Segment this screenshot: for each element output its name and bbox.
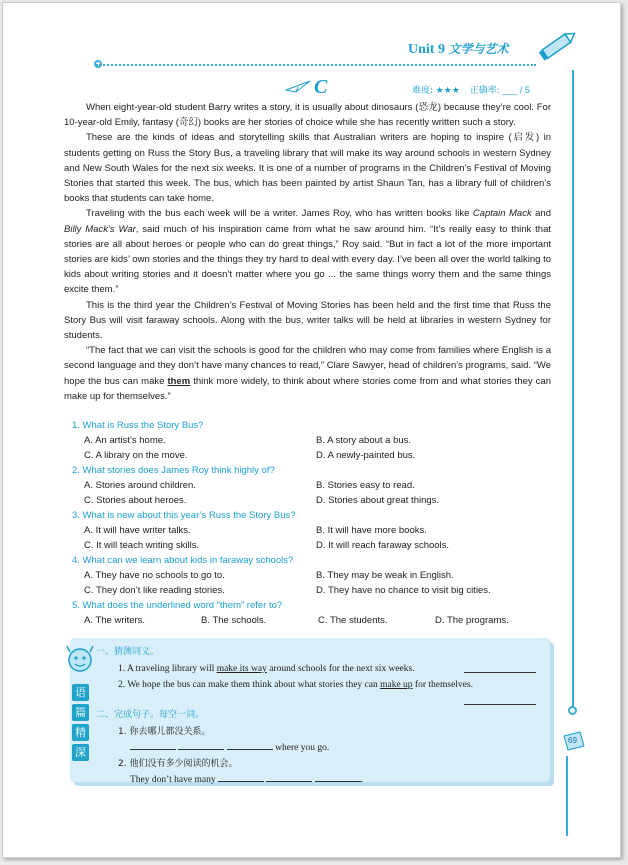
part2-item-2: 2. 他们没有多少阅读的机会。 [118, 759, 238, 769]
option[interactable]: A. They have no schools to go to. [84, 570, 225, 581]
answer-blank[interactable] [266, 772, 312, 782]
underlined-them: them [167, 375, 191, 387]
option[interactable]: B. They may be weak in English. [316, 570, 454, 581]
part1-title: 一、猜测词义。 [96, 647, 160, 657]
part1-item-2: 2. We hope the bus can make them think about what stories they can make up for themselves. [118, 680, 473, 690]
pencil-icon [536, 28, 580, 62]
option[interactable]: C. It will teach writing skills. [84, 540, 200, 551]
question-3: 3. What is new about this year’s Russ the Story Bus? A. It will have writer talks. B. It will have more books. C. It will teach writing skills. D. It will reach faraway schools. [64, 508, 554, 553]
part1-item-2-blank [96, 693, 546, 707]
exercise-content [96, 644, 546, 788]
part2-title: 二、完成句子。每空一词。 [96, 710, 205, 720]
option[interactable]: D. A newly-painted bus. [316, 450, 416, 461]
paragraph-3: Traveling with the bus each week will be a writer. James Roy, who has written books like Captain Mack and Billy Mack’s War, said much of his inspiration came from what he saw around him. “It’s really easy to think that stories are all about heroes or people who can do great things,” Roy said. “But in fact a lot of the more important stories are kids’ own stories and the things they try hard to deal with every day. I’ve been all over the world talking to kids about writing stories and it doesn’t matter where you go ... the same things worry them and the same things excite them.” [64, 208, 552, 296]
option[interactable]: B. Stories easy to read. [316, 480, 415, 491]
bottom-rail [566, 756, 568, 836]
rail-dot [568, 706, 577, 715]
option[interactable]: A. Stories around children. [84, 480, 196, 491]
option[interactable]: A. The writers. [84, 615, 146, 626]
paragraph-2: These are the kinds of ideas and storytelling skills that Australian writers are hoping to inspire (启发) in students getting on Russ the Story Bus, a traveling library that will make its way around schools in western Sydney and New South Wales for the next six weeks. It is one of a number of programs in the Children’s Festival of Moving Stories that started this week. The bus, which has been painted by artist Shaun Tan, has a library full of children’s books that students can take home. [64, 132, 551, 205]
answer-blank[interactable] [218, 772, 264, 782]
paper-plane-icon [284, 78, 312, 94]
paragraph-4: This is the third year the Children’s Festival of Moving Stories has been held and the first time that Russ the Story Bus will visit faraway schools. Along with the bus, writer talks will be held at libraries in western Sydney for students. [64, 299, 551, 342]
answer-blank[interactable] [464, 695, 536, 705]
option[interactable]: B. It will have more books. [316, 525, 427, 536]
answer-blank[interactable] [315, 772, 361, 782]
side-label: 语 篇 精 深 [72, 684, 89, 764]
option[interactable]: B. The schools. [201, 615, 267, 626]
part2-item-2-blanks: They don’t have many . [96, 772, 546, 788]
answer-blank[interactable] [178, 740, 224, 750]
answer-blank[interactable] [227, 740, 273, 750]
option[interactable]: A. An artist’s home. [84, 435, 166, 446]
option[interactable]: C. Stories about heroes. [84, 495, 187, 506]
header-rule [96, 64, 536, 66]
part2-item-1-blanks: where you go. [96, 740, 546, 756]
part1-item-1: 1. A traveling library will make its way around schools for the next six weeks. [96, 661, 546, 677]
reading-passage [64, 100, 551, 404]
option[interactable]: D. The programs. [435, 615, 509, 626]
option[interactable]: D. Stories about great things. [316, 495, 440, 506]
mascot-icon [62, 644, 98, 684]
unit-header: Unit 9 文学与艺术 [408, 42, 509, 57]
paragraph-1: When eight-year-old student Barry writes a story, it is usually about dinosaurs (恐龙) because they’re cool. For 10-year-old Emily, fantasy (奇幻) books are her stories of choice while she has recently written such a story. [64, 102, 551, 129]
question-1: 1. What is Russ the Story Bus? A. An artist’s home. B. A story about a bus. C. A library on the move. D. A newly-painted bus. [64, 418, 554, 463]
page-number: 69 [568, 736, 577, 745]
option[interactable]: B. A story about a bus. [316, 435, 412, 446]
option[interactable]: C. The students. [318, 615, 388, 626]
section-meta: 难度: ★★★ 正确率: ___ / 5 [412, 85, 530, 96]
option[interactable]: C. A library on the move. [84, 450, 188, 461]
paragraph-5: “The fact that we can visit the schools is good for the children who may come from families where English is a second language and they don’t have many chances to read,” Clare Sawyer, head of children’s programs, said. “We hope the bus can make them think more widely, to think about where stories come from and what stories they can make up for themselves.” [64, 345, 552, 402]
part2-item-1: 1. 你去哪儿都没关系。 [118, 727, 211, 737]
option[interactable]: C. They don’t like reading stories. [84, 585, 225, 596]
right-rail [572, 70, 574, 710]
option[interactable]: D. They have no chance to visit big cities. [316, 585, 491, 596]
option[interactable]: D. It will reach faraway schools. [316, 540, 450, 551]
question-list [64, 418, 554, 628]
question-4: 4. What can we learn about kids in faraway schools? A. They have no schools to go to. B. They may be weak in English. C. They don’t like reading stories. D. They have no chance to visit big cities. [64, 553, 554, 598]
option[interactable]: A. It will have writer talks. [84, 525, 191, 536]
question-5: 5. What does the underlined word “them” refer to? A. The writers. B. The schools. C. The students. D. The programs. [64, 598, 554, 628]
answer-blank[interactable] [464, 663, 536, 673]
question-2: 2. What stories does James Roy think highly of? A. Stories around children. B. Stories easy to read. C. Stories about heroes. D. Stories about great things. [64, 463, 554, 508]
answer-blank[interactable] [130, 740, 176, 750]
section-letter: C [314, 76, 328, 98]
